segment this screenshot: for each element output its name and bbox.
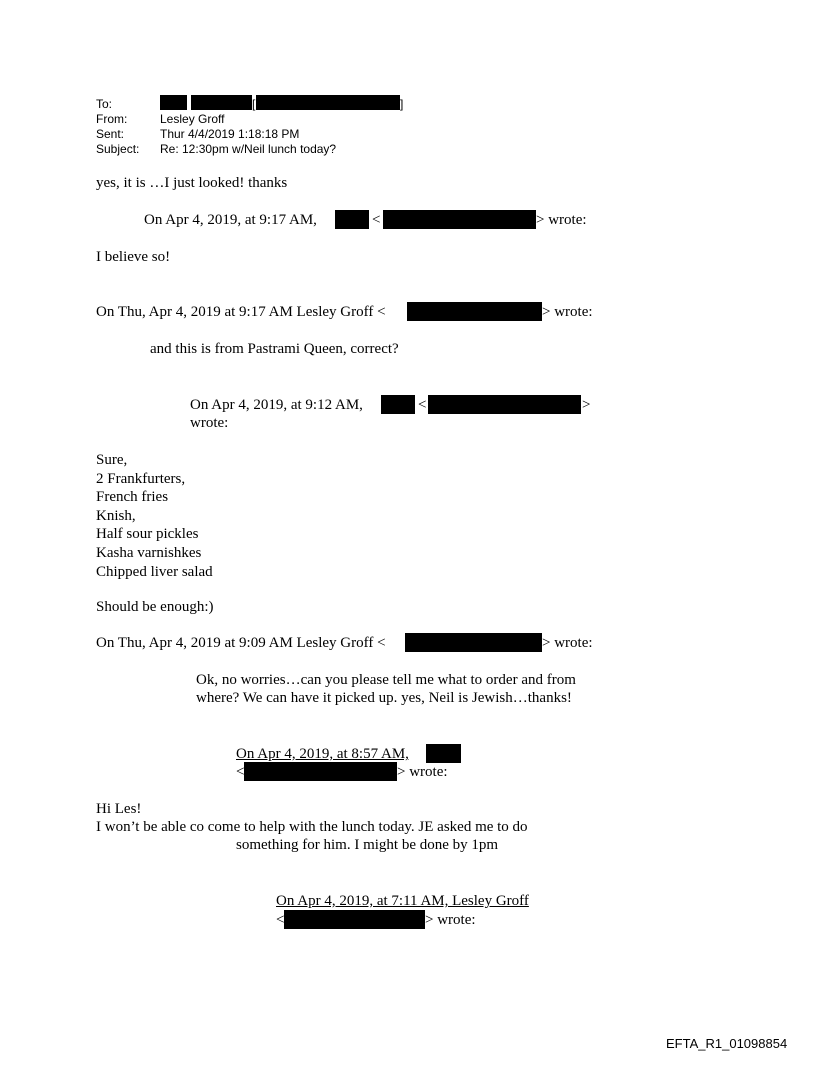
message-5-line3: something for him. I might be done by 1pm bbox=[236, 837, 499, 853]
quote-header-4-suffix: > wrote: bbox=[542, 635, 593, 651]
angle-open: < bbox=[372, 212, 381, 228]
redaction-block bbox=[426, 744, 461, 763]
message-3-closing: Should be enough:) bbox=[96, 599, 214, 615]
order-item: Chipped liver salad bbox=[96, 563, 213, 580]
redaction-block bbox=[191, 95, 252, 110]
quote-header-3-line2: wrote: bbox=[190, 415, 229, 431]
sent-label: Sent: bbox=[96, 127, 125, 141]
from-value: Lesley Groff bbox=[160, 112, 225, 126]
quote-header-2-suffix: > wrote: bbox=[542, 304, 593, 320]
order-item: Kasha varnishkes bbox=[96, 544, 202, 561]
message-4-line2: where? We can have it picked up. yes, Neil is Jewish…thanks! bbox=[196, 690, 572, 706]
message-2: and this is from Pastrami Queen, correct? bbox=[150, 341, 399, 357]
redaction-block bbox=[407, 302, 542, 321]
message-1: I believe so! bbox=[96, 249, 171, 265]
order-item: Sure, bbox=[96, 452, 128, 468]
quote-header-3-suffix: > bbox=[582, 397, 591, 413]
quote-header-5-suffix: > wrote: bbox=[397, 764, 448, 780]
subject-label: Subject: bbox=[96, 142, 140, 156]
document-id: EFTA_R1_01098854 bbox=[666, 1036, 788, 1051]
reply-top: yes, it is …I just looked! thanks bbox=[96, 175, 288, 191]
order-item: Half sour pickles bbox=[96, 526, 199, 543]
quote-header-3: On Apr 4, 2019, at 9:12 AM, bbox=[190, 397, 363, 413]
redaction-block bbox=[284, 910, 425, 929]
redaction-block bbox=[335, 210, 369, 229]
angle-open: < bbox=[418, 397, 427, 413]
angle-open: < bbox=[236, 764, 245, 780]
open-bracket: [ bbox=[252, 97, 256, 111]
message-5-line1: Hi Les! bbox=[96, 801, 142, 817]
angle-open: < bbox=[276, 912, 285, 928]
message-4-line1: Ok, no worries…can you please tell me what to order and from bbox=[196, 672, 576, 688]
redaction-block bbox=[381, 395, 415, 414]
redaction-block bbox=[256, 95, 400, 110]
redaction-block bbox=[428, 395, 581, 414]
redaction-block bbox=[383, 210, 536, 229]
to-label: To: bbox=[96, 97, 113, 111]
quote-header-1: On Apr 4, 2019, at 9:17 AM, bbox=[144, 212, 317, 228]
quote-header-1-suffix: > wrote: bbox=[536, 212, 587, 228]
message-5-line2: I won’t be able co come to help with the lunch today. JE asked me to do bbox=[96, 819, 528, 835]
quote-header-2: On Thu, Apr 4, 2019 at 9:17 AM Lesley Groff < bbox=[96, 304, 386, 320]
close-bracket: ] bbox=[400, 97, 404, 111]
subject-value: Re: 12:30pm w/Neil lunch today? bbox=[160, 142, 337, 156]
order-item: Knish, bbox=[96, 507, 136, 524]
quote-header-5: On Apr 4, 2019, at 8:57 AM, bbox=[236, 746, 409, 762]
quote-header-6-suffix: > wrote: bbox=[425, 912, 476, 928]
redaction-block bbox=[244, 762, 397, 781]
quote-header-6: On Apr 4, 2019, at 7:11 AM, Lesley Groff bbox=[276, 893, 529, 909]
from-label: From: bbox=[96, 112, 128, 126]
sent-value: Thur 4/4/2019 1:18:18 PM bbox=[160, 127, 300, 141]
quote-header-4: On Thu, Apr 4, 2019 at 9:09 AM Lesley Groff < bbox=[96, 635, 386, 651]
redaction-block bbox=[160, 95, 187, 110]
order-item: French fries bbox=[96, 489, 169, 506]
order-list bbox=[96, 451, 213, 581]
order-item: 2 Frankfurters, bbox=[96, 470, 186, 487]
redaction-block bbox=[405, 633, 542, 652]
